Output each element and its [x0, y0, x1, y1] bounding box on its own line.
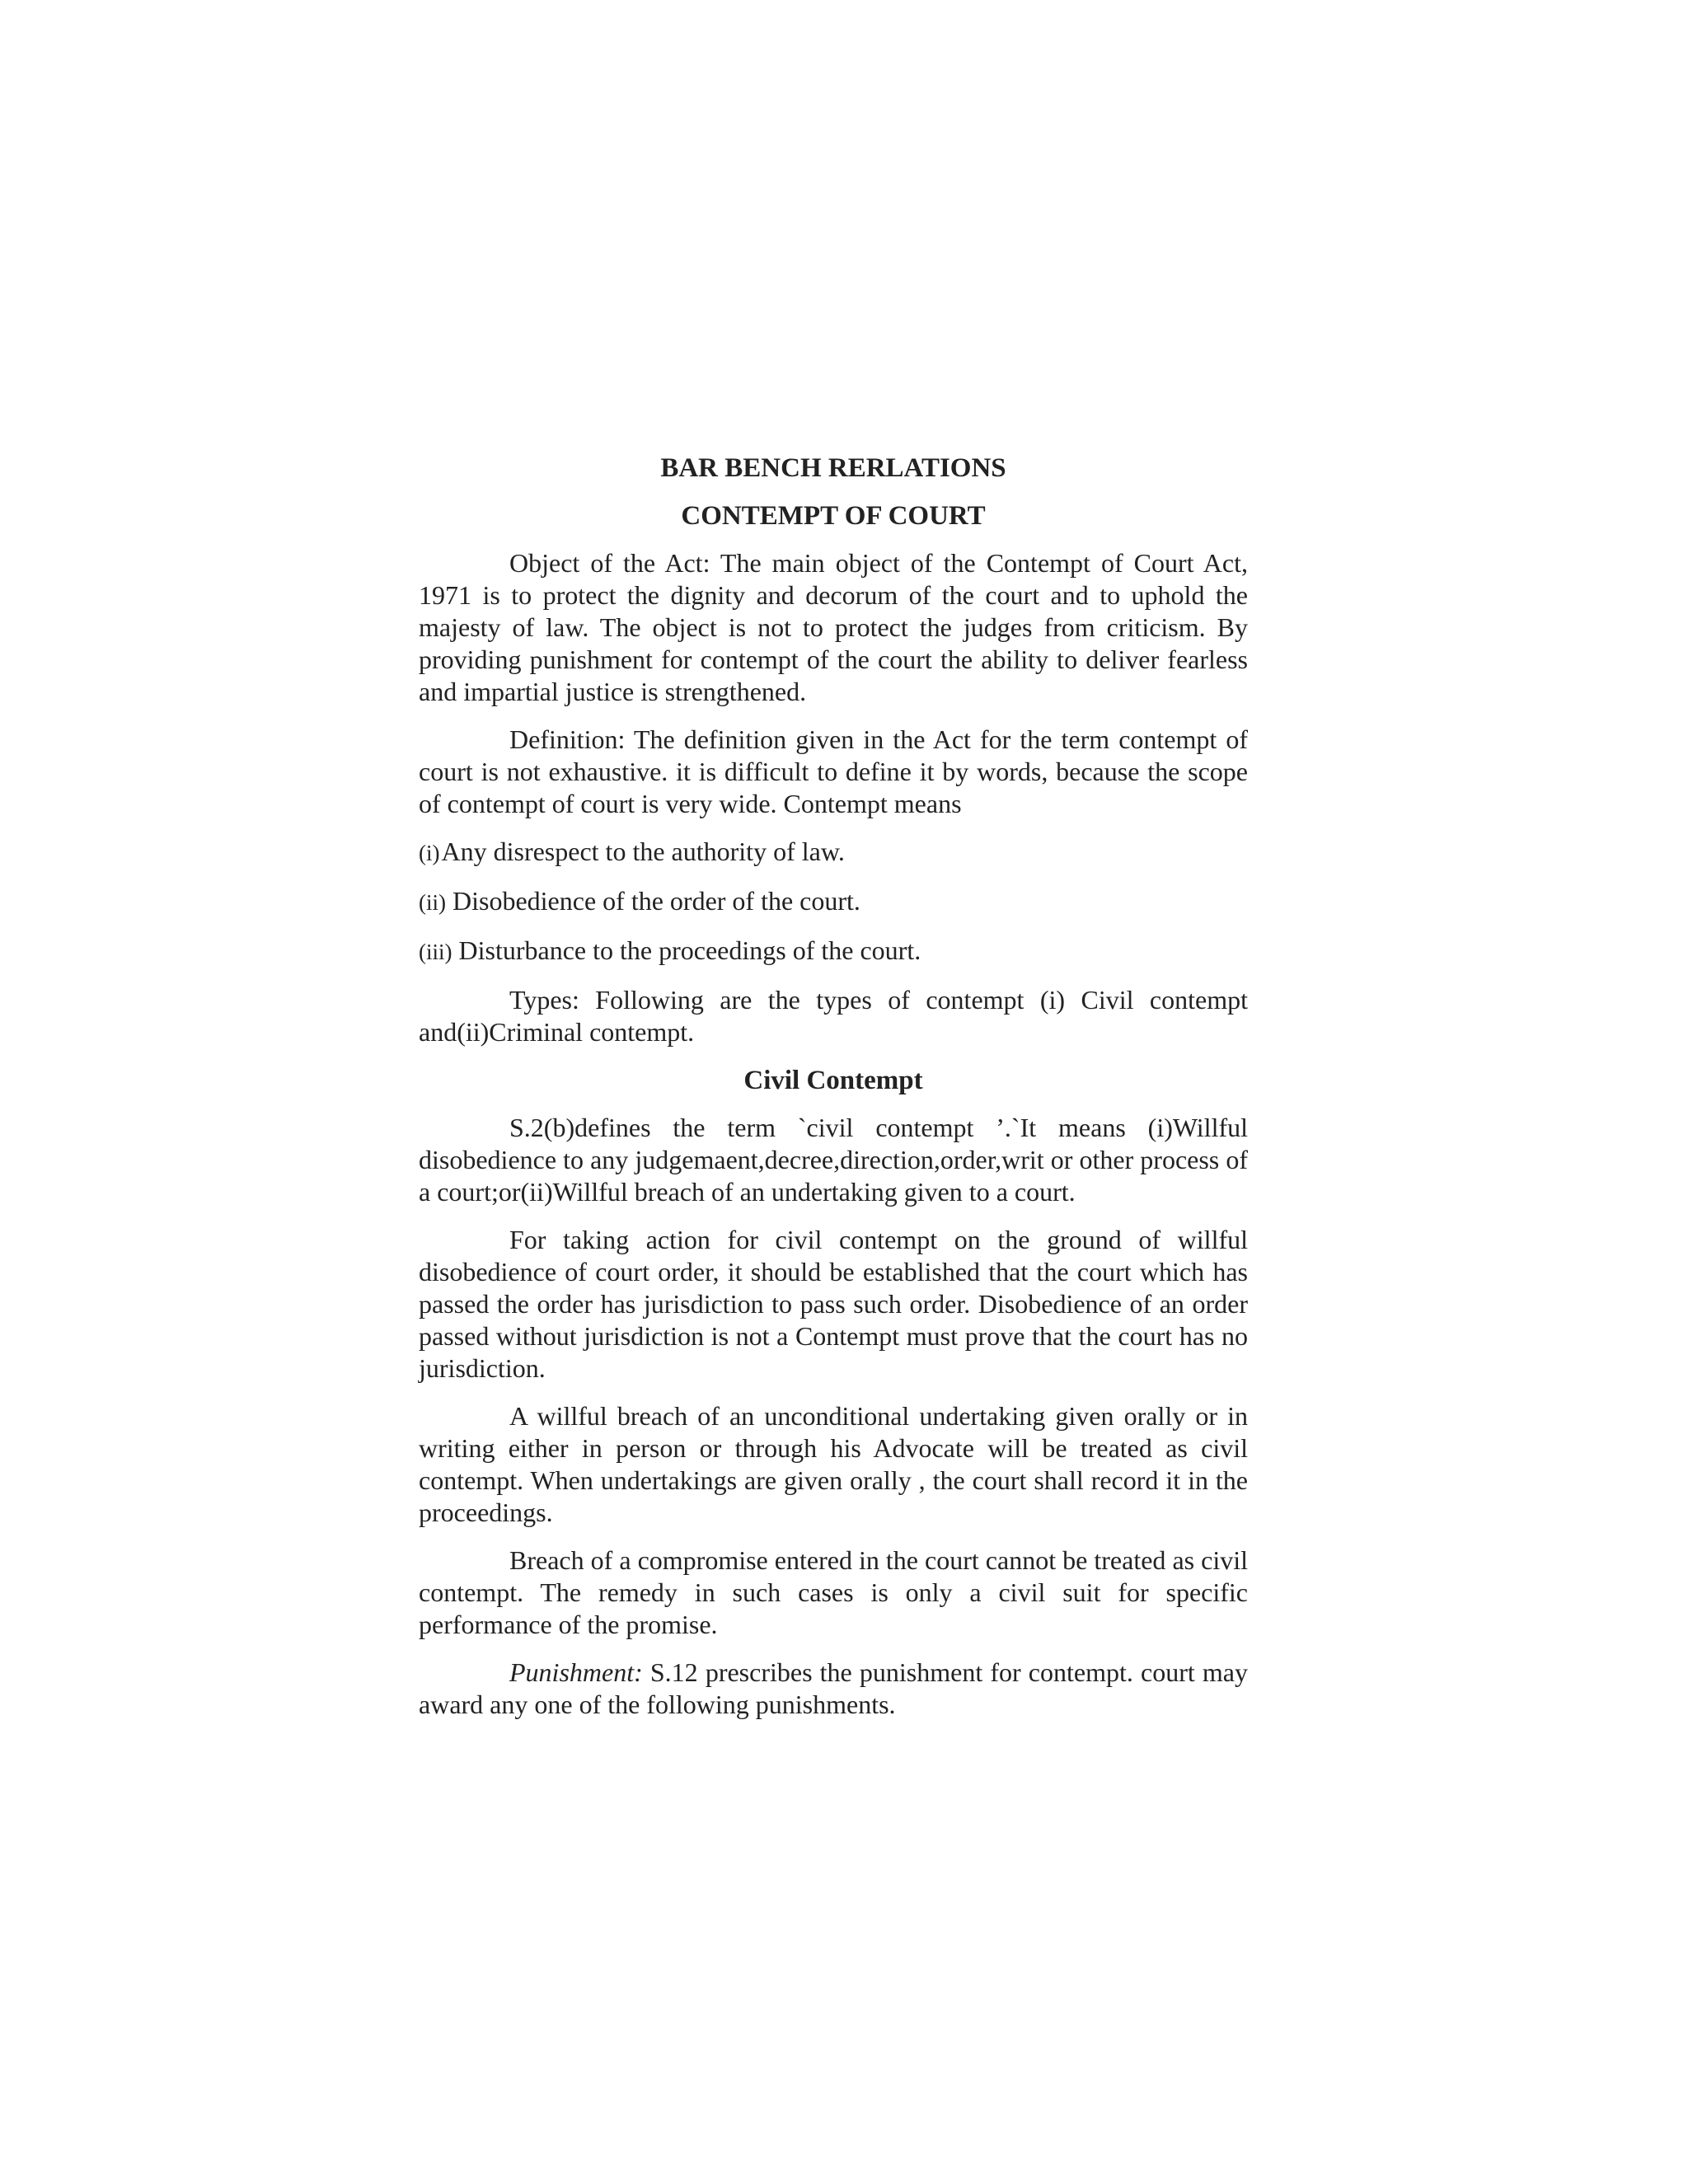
list-text: Any disrespect to the authority of law.: [441, 837, 845, 866]
civil-jurisdiction-paragraph: For taking action for civil contempt on the ground of willful disobedience of court order, it should be established that the court which has passed the order has jurisdiction to pass such order. Disobedience of an order passed without jurisdiction is not a Contempt must prove that the court has no jurisdiction.: [419, 1225, 1248, 1383]
list-item: [419, 836, 1248, 869]
punishment-text: S.12 prescribes the punishment for contempt. court may award any one of the following punishments.: [419, 1657, 1248, 1719]
list-item: [419, 935, 1248, 968]
list-text: Disturbance to the proceedings of the court.: [458, 935, 921, 965]
list-item: [419, 885, 1248, 919]
list-number: (iii): [419, 940, 452, 964]
document-subtitle: CONTEMPT OF COURT: [681, 501, 986, 531]
list-text: Disobedience of the order of the court.: [452, 886, 860, 916]
civil-definition-paragraph: S.2(b)defines the term `civil contempt ’.`It means (i)Willful disobedience to any judgemaent,decree,direction,order,writ or other process of a court;or(ii)Willful breach of an undertaking given to a court.: [419, 1113, 1248, 1207]
document-title: BAR BENCH RERLATIONS: [660, 453, 1006, 483]
list-number: (ii): [419, 890, 446, 915]
compromise-paragraph: Breach of a compromise entered in the court cannot be treated as civil contempt. The remedy in such cases is only a civil suit for specific performance of the promise.: [419, 1545, 1248, 1639]
punishment-paragraph: [419, 1657, 1248, 1721]
types-paragraph: Types: Following are the types of contempt (i) Civil contempt and(ii)Criminal contempt.: [419, 985, 1248, 1047]
civil-contempt-heading: Civil Contempt: [743, 1066, 923, 1095]
definition-paragraph: Definition: The definition given in the Act for the term contempt of court is not exhaustive. it is difficult to define it by words, because the scope of contempt of court is very wide. Contempt means: [419, 724, 1248, 818]
document-page: [419, 452, 1248, 1736]
undertaking-paragraph: A willful breach of an unconditional undertaking given orally or in writing either in person or through his Advocate will be treated as civil contempt. When undertakings are given orally , the court shall record it in the proceedings.: [419, 1401, 1248, 1527]
punishment-label: Punishment:: [509, 1657, 643, 1687]
list-number: (i): [419, 841, 440, 865]
object-paragraph: Object of the Act: The main object of the Contempt of Court Act, 1971 is to protect the dignity and decorum of the court and to uphold the majesty of law. The object is not to protect the judges from criticism. By providing punishment for contempt of the court the ability to deliver fearless and impartial justice is strengthened.: [419, 548, 1248, 706]
